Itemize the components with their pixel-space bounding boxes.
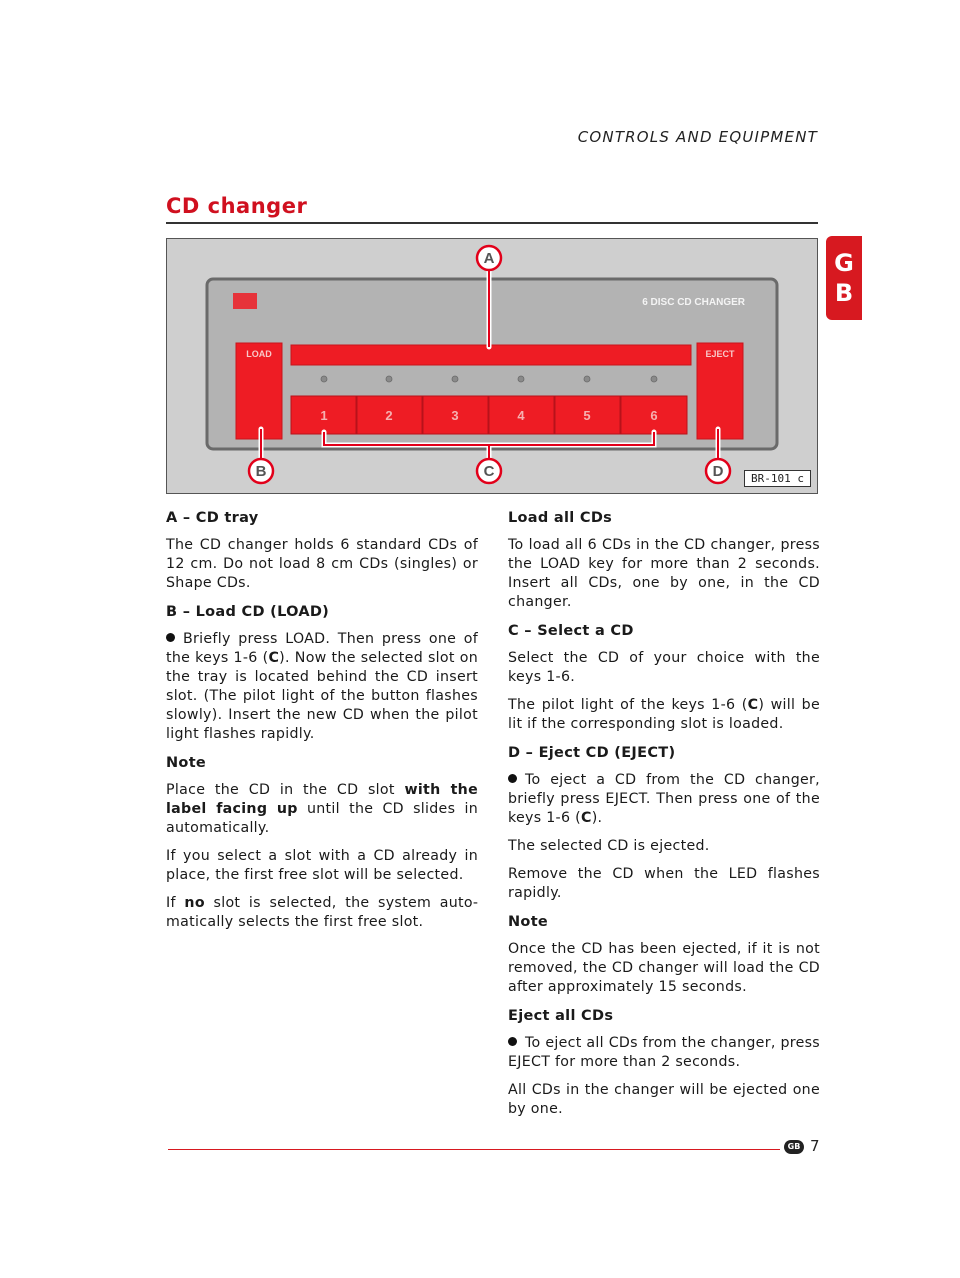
title-rule: [166, 222, 818, 224]
section-title: CD changer: [166, 194, 308, 218]
no-slot-emphasis: no: [184, 895, 205, 911]
bullet-icon: [508, 774, 517, 783]
page-number: 7: [810, 1137, 820, 1155]
heading-load-all: Load all CDs: [508, 510, 613, 526]
note-emphasis: with the label facing up: [166, 782, 478, 817]
note-text-1: Place the CD in the CD slot: [166, 782, 405, 798]
cd-changer-illustration: [167, 239, 817, 493]
bullet-icon: [508, 1037, 517, 1046]
heading-cd-tray: A – CD tray: [166, 510, 259, 526]
eject-button-label: EJECT: [705, 349, 735, 359]
load-button-label: LOAD: [246, 349, 272, 359]
figure-reference: BR-101 c: [744, 470, 811, 487]
key-row: [291, 396, 687, 434]
led-1: [321, 376, 327, 382]
no-slot-text-1: If: [166, 895, 185, 911]
load-cd-text-2: ). Now the selected slot on the tray is located behind the CD insert slot. (The pilot light of the button flashes slowly). Insert the new CD when the pilot light flashes rapidly.: [166, 650, 479, 742]
right-column: [508, 508, 820, 1128]
cd-changer-figure: [166, 238, 818, 494]
load-cd-ref: C: [268, 650, 280, 666]
load-cd-text-1: Briefly press LOAD. Then press one of the keys 1-6 (: [166, 631, 478, 666]
callout-b-label: B: [255, 463, 267, 480]
language-tab: [826, 236, 862, 320]
paragraph-slot-occupied: If you select a slot with a CD already in place, the first free slot will be selected.: [166, 848, 478, 883]
heading-note-left: Note: [166, 755, 207, 771]
paragraph-load-cd: [166, 630, 478, 744]
heading-eject-cd: D – Eject CD (EJECT): [508, 745, 676, 761]
paragraph-eject-cd-3: Remove the CD when the LED flashes rapidly.: [508, 866, 820, 901]
key-5-label: 5: [583, 408, 591, 423]
eject-all-text: To eject all CDs from the changer, press EJECT for more than 2 seconds.: [508, 1035, 820, 1070]
key-2-label: 2: [385, 408, 393, 423]
footer-rule: [168, 1149, 780, 1150]
note-text-2: until the CD slides in automatically.: [166, 801, 479, 836]
led-3: [452, 376, 458, 382]
heading-eject-all: Eject all CDs: [508, 1008, 614, 1024]
paragraph-load-all: To load all 6 CDs in the CD changer, press the LOAD key for more than 2 seconds. Insert all CDs, one by one, in the CD changer.: [508, 537, 820, 610]
key-3-label: 3: [451, 408, 459, 423]
paragraph-eject-cd-2: The selected CD is ejected.: [508, 838, 710, 854]
key-6-label: 6: [650, 408, 658, 423]
paragraph-select-cd-1: Select the CD of your choice with the keys 1-6.: [508, 650, 820, 685]
language-tab-letter-1: G: [834, 249, 854, 277]
paragraph-no-slot: [166, 894, 478, 932]
eject-text-2: ).: [591, 810, 603, 826]
country-badge-icon: GB: [784, 1140, 804, 1154]
paragraph-select-cd-2: [508, 696, 820, 734]
paragraph-note-right: Once the CD has been ejected, if it is not removed, the CD changer will load the CD after approximately 15 seconds.: [508, 941, 820, 995]
select-ref: C: [747, 697, 759, 713]
callout-d-label: D: [712, 463, 724, 480]
bullet-icon: [166, 633, 175, 642]
led-4: [518, 376, 524, 382]
heading-load-cd: B – Load CD (LOAD): [166, 604, 330, 620]
led-6: [651, 376, 657, 382]
running-header: CONTROLS AND EQUIPMENT: [577, 128, 818, 146]
key-1-label: 1: [320, 408, 328, 423]
paragraph-note-left: [166, 781, 478, 838]
unit-label: 6 DISC CD CHANGER: [642, 297, 745, 308]
heading-select-cd: C – Select a CD: [508, 623, 634, 639]
paragraph-eject-all-2: All CDs in the changer will be ejected one by one.: [508, 1082, 820, 1117]
paragraph-eject-cd-1: [508, 771, 820, 828]
changer-logo: [233, 293, 257, 309]
eject-ref: C: [580, 810, 592, 826]
no-slot-text-2: slot is selected, the system automatically selects the first free slot.: [166, 895, 478, 930]
language-tab-letter-2: B: [834, 279, 854, 307]
led-5: [584, 376, 590, 382]
select-text-2: ) will be lit if the corresponding slot is loaded.: [508, 697, 820, 732]
paragraph-eject-all-1: [508, 1034, 820, 1072]
select-text-1: The pilot light of the keys 1-6 (: [508, 697, 748, 713]
callout-a-label: A: [483, 250, 495, 267]
left-column: [166, 508, 478, 941]
callout-c-label: C: [483, 463, 495, 480]
heading-note-right: Note: [508, 914, 549, 930]
paragraph-cd-tray: The CD changer holds 6 standard CDs of 12 cm. Do not load 8 cm CDs (singles) or Shape CDs.: [166, 537, 478, 591]
eject-text-1: To eject a CD from the CD changer, briefly press EJECT. Then press one of the keys 1-6 (: [508, 772, 820, 826]
key-4-label: 4: [517, 408, 525, 423]
led-2: [386, 376, 392, 382]
